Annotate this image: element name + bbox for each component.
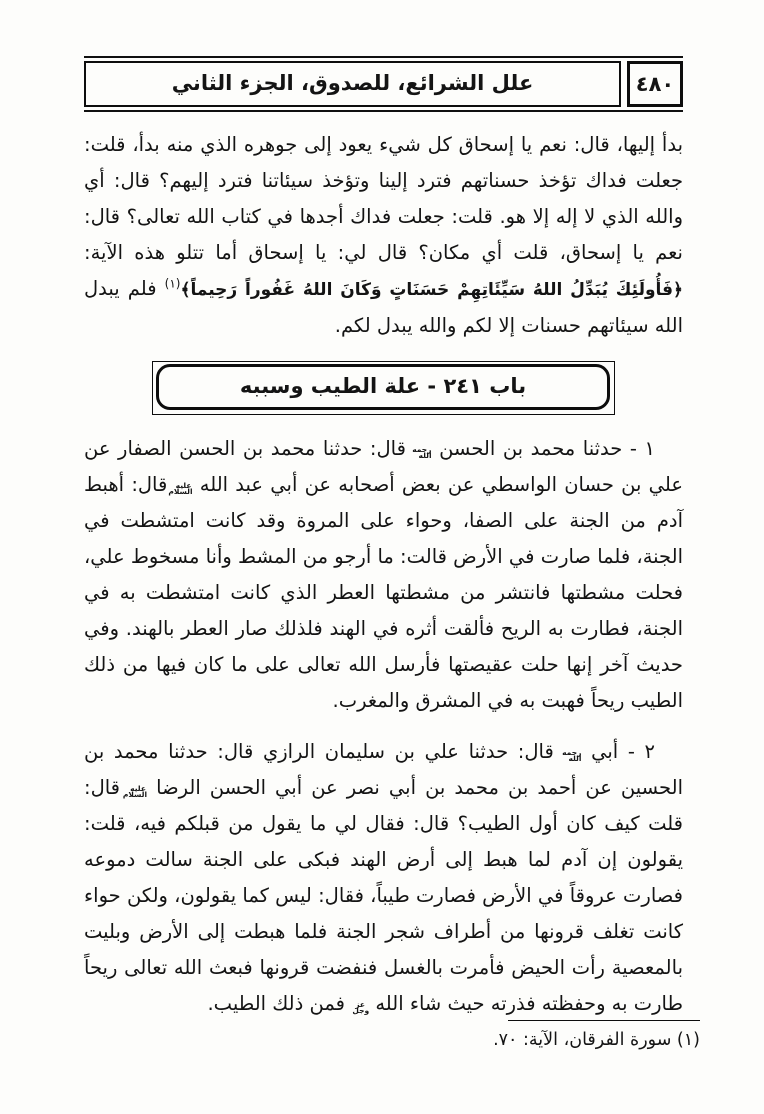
- header-row: [84, 61, 683, 107]
- book-title-box: [84, 61, 621, 107]
- hadith-1-text-1: ١ - حدثنا محمد بن الحسن: [431, 437, 655, 460]
- intro-text-2: فلم يبدل الله سيئاتهم حسنات إلا لكم والله يبدل لكم.: [84, 277, 683, 337]
- hadith-1-text-3: قال: أهبط آدم من الجنة على الصفا، وحواء على المروة وقد كانت امتشطت في الجنة، فلما صارت في الأرض قالت: ما أرجو من المشط وأنا مسخوط علي، فحلت مشطتها فانتشر من مشطتها العطر الذي كانت امتشطت به في الجنة، فطارت به الريح فألقت أثره في الهند فلذلك صار العطر بالهند. وفي حديث آخر إنها حلت عقيصتها فأرسل الله تعالى على ما كان فيها من ذلك الطيب ريحاً فهبت به في المشرق والمغرب.: [84, 473, 683, 712]
- honorific-alayhi-assalam-icon: عليه السلام: [168, 480, 193, 496]
- footnote-reference: (١): [164, 276, 181, 291]
- footnote-text: (١) سورة الفرقان، الآية: ٧٠.: [493, 1030, 700, 1050]
- chapter-heading-outer-frame: [152, 361, 615, 415]
- page-number-box: [627, 61, 683, 107]
- intro-paragraph: [84, 127, 683, 344]
- header-top-rule: [84, 56, 683, 58]
- quran-verse: ﴿فَأُولَئِكَ يُبَدِّلُ اللهُ سَيِّئَاتِهِمْ حَسَنَاتٍ وَكَانَ اللهُ غَفُوراً رَحِيماً﴾: [180, 280, 683, 300]
- hadith-2-text-2: قال: حدثنا علي بن سليمان الرازي قال: حدثنا محمد بن الحسين عن أحمد بن محمد بن أبي نصر عن أبي الحسن الرضا: [84, 740, 683, 799]
- page-number: ٤٨٠: [635, 72, 675, 96]
- intro-text-1: بدأ إليها، قال: نعم يا إسحاق كل شيء يعود إلى جوهره الذي منه بدأ، قلت: جعلت فداك تؤخذ حسناتهم فترد إلينا وتؤخذ سيئاتنا فترد إليهم؟ قال: أي والله الذي لا إله إلا هو. قلت: جعلت فداك أجدها في كتاب الله تعالى؟ قال: نعم يا إسحاق، قلت أي مكان؟ قال لي: يا إسحاق أما تتلو هذه الآية:: [84, 133, 683, 264]
- hadith-2-paragraph: [84, 734, 683, 1022]
- page-content: [84, 56, 683, 1022]
- footnote-separator-rule: [508, 1020, 700, 1021]
- honorific-rahimahu-allah-icon: رحمه الله: [412, 444, 432, 460]
- honorific-alayhi-assalam-icon: عليه السلام: [122, 783, 148, 799]
- book-title: علل الشرائع، للصدوق، الجزء الثاني: [171, 71, 534, 95]
- chapter-heading-box: [156, 364, 610, 410]
- hadith-2-text-1: ٢ - أبي: [581, 740, 656, 763]
- page-header: [84, 56, 683, 112]
- hadith-2-text-3: قال: قلت كيف كان أول الطيب؟ قال: فقال لي ما يقول من قبلكم فيه، قلت: يقولون إن آدم لما هبط إلى أرض الهند فبكى على الجنة سالت دموعه فصارت عروقاً في الأرض فصارت طيباً، فقال: ليس كما يقولون، ولكن حواء كانت تغلف قرونها من أطراف شجر الجنة فلما هبطت إلى الأرض وبليت بالمعصية رأت الحيض فأمرت بالغسل فنفضت قرونها فبعث الله تعالى ريحاً طارت به وحفظته فذرته حيث شاء الله: [84, 776, 683, 1015]
- hadith-1-paragraph: [84, 431, 683, 719]
- honorific-azza-wa-jall-icon: عز وجل: [352, 999, 370, 1015]
- hadith-2-text-4: فمن ذلك الطيب.: [207, 992, 352, 1015]
- footnote-area: [60, 1020, 700, 1052]
- header-bottom-rule: [84, 110, 683, 112]
- chapter-title: باب ٢٤١ - علة الطيب وسببه: [239, 374, 527, 398]
- hadith-1-text-2: قال: حدثنا محمد بن الحسن الصفار عن علي بن حسان الواسطي عن بعض أصحابه عن أبي عبد الله: [84, 437, 684, 496]
- honorific-rahimahu-allah-icon: رحمه الله: [562, 747, 582, 763]
